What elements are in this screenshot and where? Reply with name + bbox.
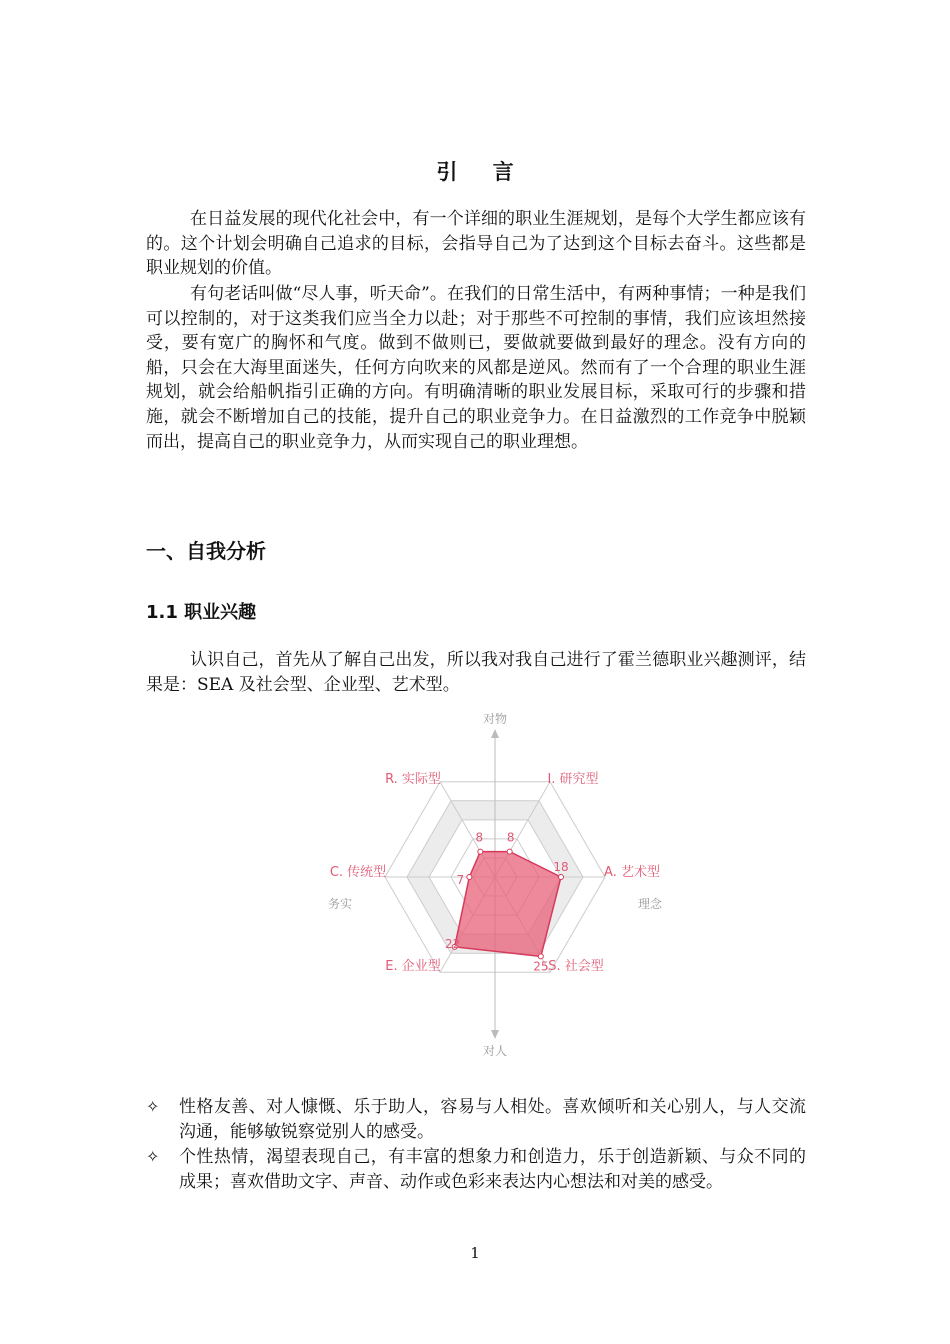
bullet-text-2: 个性热情，渴望表现自己，有丰富的想象力和创造力，乐于创造新颖、与众不同的成果；喜欢借助文字、声音、动作或色彩来表达内心想法和对美的感受。	[179, 1147, 806, 1192]
value-label-1: 8	[475, 830, 484, 845]
category-label-2: I. 研究型	[547, 772, 599, 787]
data-point-3	[559, 875, 564, 880]
axis-label-top: 对物	[482, 712, 508, 726]
subsection-heading: 1.1 职业兴趣	[146, 602, 257, 623]
bullet-text-1: 性格友善、对人慷慨、乐于助人，容易与人相处。喜欢倾听和关心别人，与人交流沟通，能够敏锐察觉别人的感受。	[179, 1097, 806, 1142]
category-label-4: S. 社会型	[548, 959, 604, 974]
value-label-5: 22	[445, 936, 461, 951]
axis-label-right: 理念	[638, 897, 663, 911]
axis-label-left: 务实	[328, 897, 353, 911]
arrow-down-icon	[491, 1030, 499, 1039]
value-label-6: 7	[456, 873, 465, 887]
intro-paragraph-1: 在日益发展的现代化社会中，有一个详细的职业生涯规划，是每个大学生都应该有的。这个计划会明确自己追求的目标，会指导自己为了达到这个目标去奋斗。这些都是职业规划的价值。	[146, 209, 806, 279]
category-label-3: A. 艺术型	[604, 865, 660, 880]
data-point-1	[478, 849, 483, 854]
data-point-4	[538, 954, 543, 959]
category-label-1: R. 实际型	[385, 772, 441, 787]
bullet-item-2	[146, 1145, 806, 1194]
diamond-star-icon: ✧	[146, 1097, 160, 1116]
intro-paragraph-2: 有句老话叫做“尽人事，听天命”。在我们的日常生活中，有两种事情；一种是我们可以控制的，对于这类我们应当全力以赴；对于那些不可控制的事情，我们应该坦然接受，要有宽广的胸怀和气度。做到不做则已，要做就要做到最好的理念。没有方向的船，只会在大海里面迷失，任何方向吹来的风都是逆风。然而有了一个合理的职业生涯规划，就会给船帆指引正确的方向。有明确清晰的职业发展目标，采取可行的步骤和措施，就会不断增加自己的技能，提升自己的职业竞争力。在日益激烈的工作竞争中脱颖而出，提高自己的职业竞争力，从而实现自己的职业理想。	[146, 284, 806, 452]
category-label-6: C. 传统型	[329, 865, 387, 880]
category-label-5: E. 企业型	[385, 959, 441, 974]
axis-label-bottom: 对人	[482, 1044, 508, 1058]
data-point-6	[467, 875, 472, 880]
value-label-2: 8	[506, 830, 515, 845]
diamond-star-icon: ✧	[146, 1147, 160, 1166]
data-point-2	[507, 849, 512, 854]
value-label-3: 18	[553, 860, 569, 874]
value-label-4: 25	[533, 959, 549, 974]
intro-title: 引 言	[436, 160, 528, 184]
section-heading: 一、自我分析	[146, 539, 266, 563]
bullet-item-1	[146, 1095, 806, 1144]
interest-paragraph: 认识自己，首先从了解自己出发，所以我对我自己进行了霍兰德职业兴趣测评，结果是：SEA 及社会型、企业型、艺术型。	[146, 650, 806, 695]
holland-radar-chart	[300, 705, 700, 1070]
arrow-up-icon	[491, 729, 499, 738]
page-number: 1	[470, 1244, 480, 1262]
